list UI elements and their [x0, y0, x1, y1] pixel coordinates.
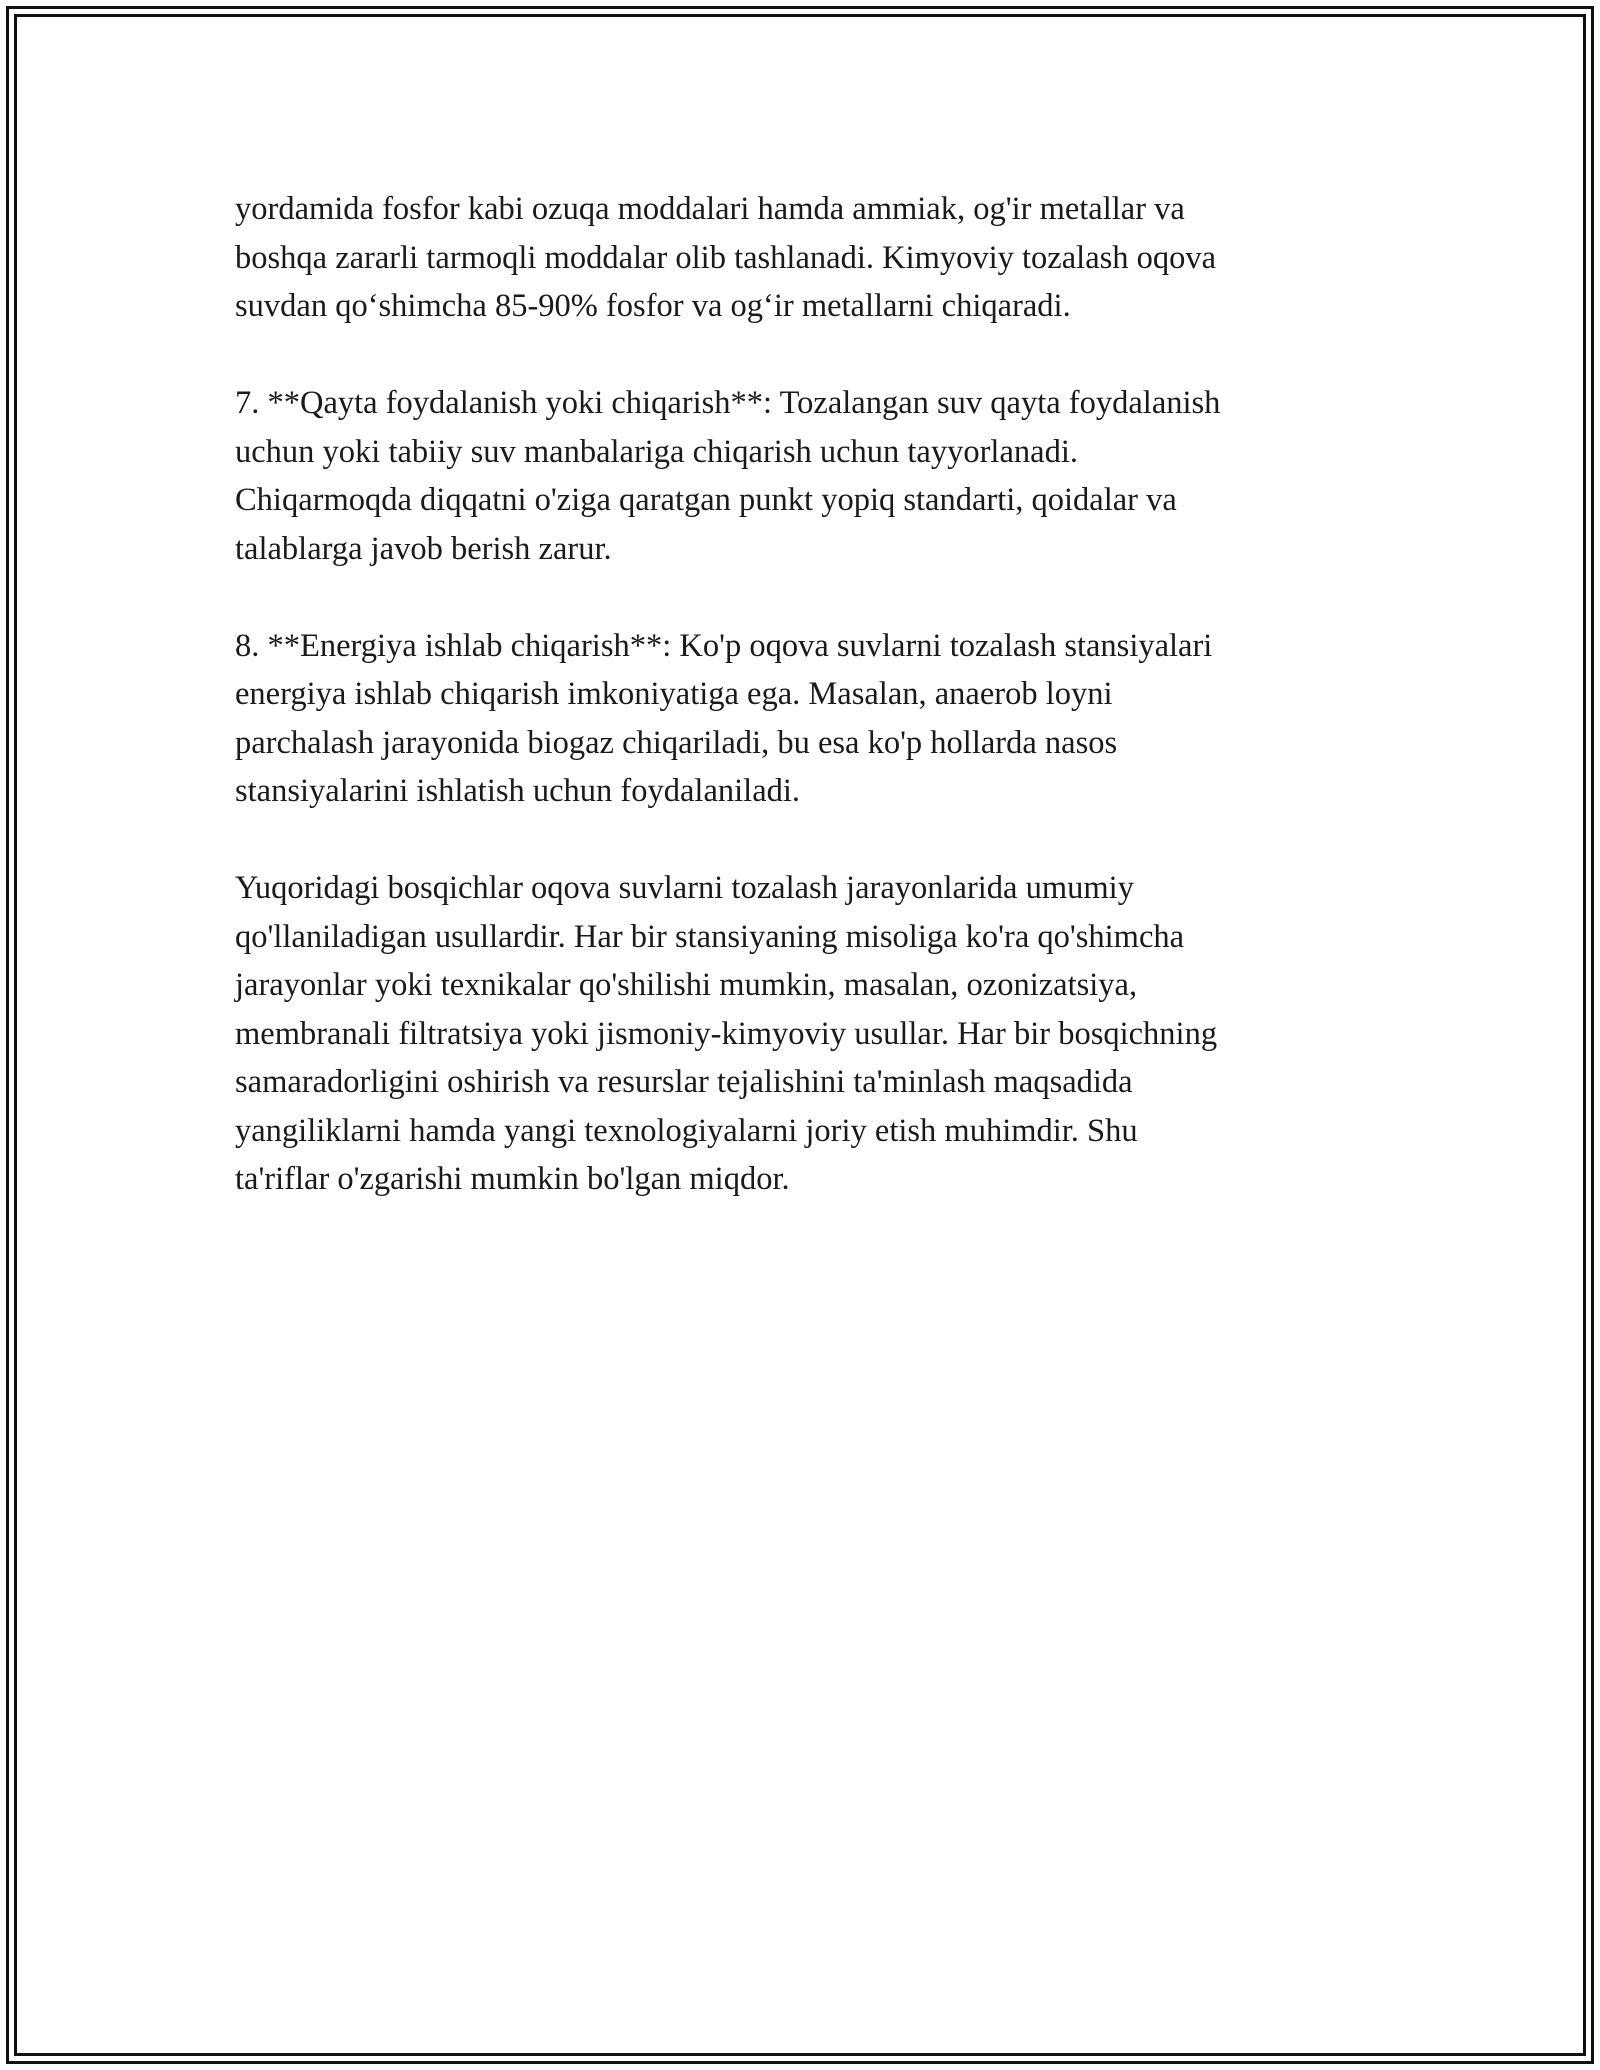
document-body — [235, 185, 1365, 1252]
paragraph-continuation — [235, 185, 1365, 331]
text-line: stansiyalarini ishlatish uchun foydalaniladi. — [235, 773, 801, 809]
text-line: ta'riflar o'zgarishi mumkin bo'lgan miqdor. — [235, 1161, 790, 1197]
text-line: talablarga javob berish zarur. — [235, 530, 612, 567]
paragraph-summary — [235, 864, 1365, 1204]
text-line: parchalash jarayonida biogaz chiqariladi, bu esa ko'p hollarda nasos — [235, 724, 1118, 761]
text-line: boshqa zararli tarmoqli moddalar olib tashlanadi. Kimyoviy tozalash oqova — [235, 239, 1217, 276]
text-line: yordamida fosfor kabi ozuqa moddalari hamda ammiak, og'ir metallar va — [235, 191, 1185, 227]
text-line: uchun yoki tabiiy suv manbalariga chiqarish uchun tayyorlanadi. — [235, 433, 1078, 470]
text-line: yangiliklarni hamda yangi texnologiyalarni joriy etish muhimdir. Shu — [235, 1112, 1138, 1149]
text-line: 8. **Energiya ishlab chiqarish**: Ko'p oqova suvlarni tozalash stansiyalari — [235, 627, 1213, 664]
text-line: samaradorligini oshirish va resurslar tejalishini ta'minlash maqsadida — [235, 1064, 1133, 1100]
text-line: energiya ishlab chiqarish imkoniyatiga ega. Masalan, anaerob loyni — [235, 676, 1113, 712]
paragraph-step-7 — [235, 379, 1365, 573]
text-line: jarayonlar yoki texnikalar qo'shilishi mumkin, masalan, ozonizatsiya, — [235, 967, 1138, 1003]
text-line: Chiqarmoqda diqqatni o'ziga qaratgan punkt yopiq standarti, qoidalar va — [235, 482, 1177, 518]
text-line: membranali filtratsiya yoki jismoniy-kimyoviy usullar. Har bir bosqichning — [235, 1015, 1218, 1052]
text-line: 7. **Qayta foydalanish yoki chiqarish**: Tozalangan suv qayta foydalanish — [235, 385, 1221, 421]
text-line: suvdan qo‘shimcha 85-90% fosfor va og‘ir metallarni chiqaradi. — [235, 288, 1071, 324]
text-line: Yuqoridagi bosqichlar oqova suvlarni tozalash jarayonlarida umumiy — [235, 870, 1134, 906]
paragraph-step-8 — [235, 622, 1365, 816]
text-line: qo'llaniladigan usullardir. Har bir stansiyaning misoliga ko'ra qo'shimcha — [235, 918, 1185, 955]
